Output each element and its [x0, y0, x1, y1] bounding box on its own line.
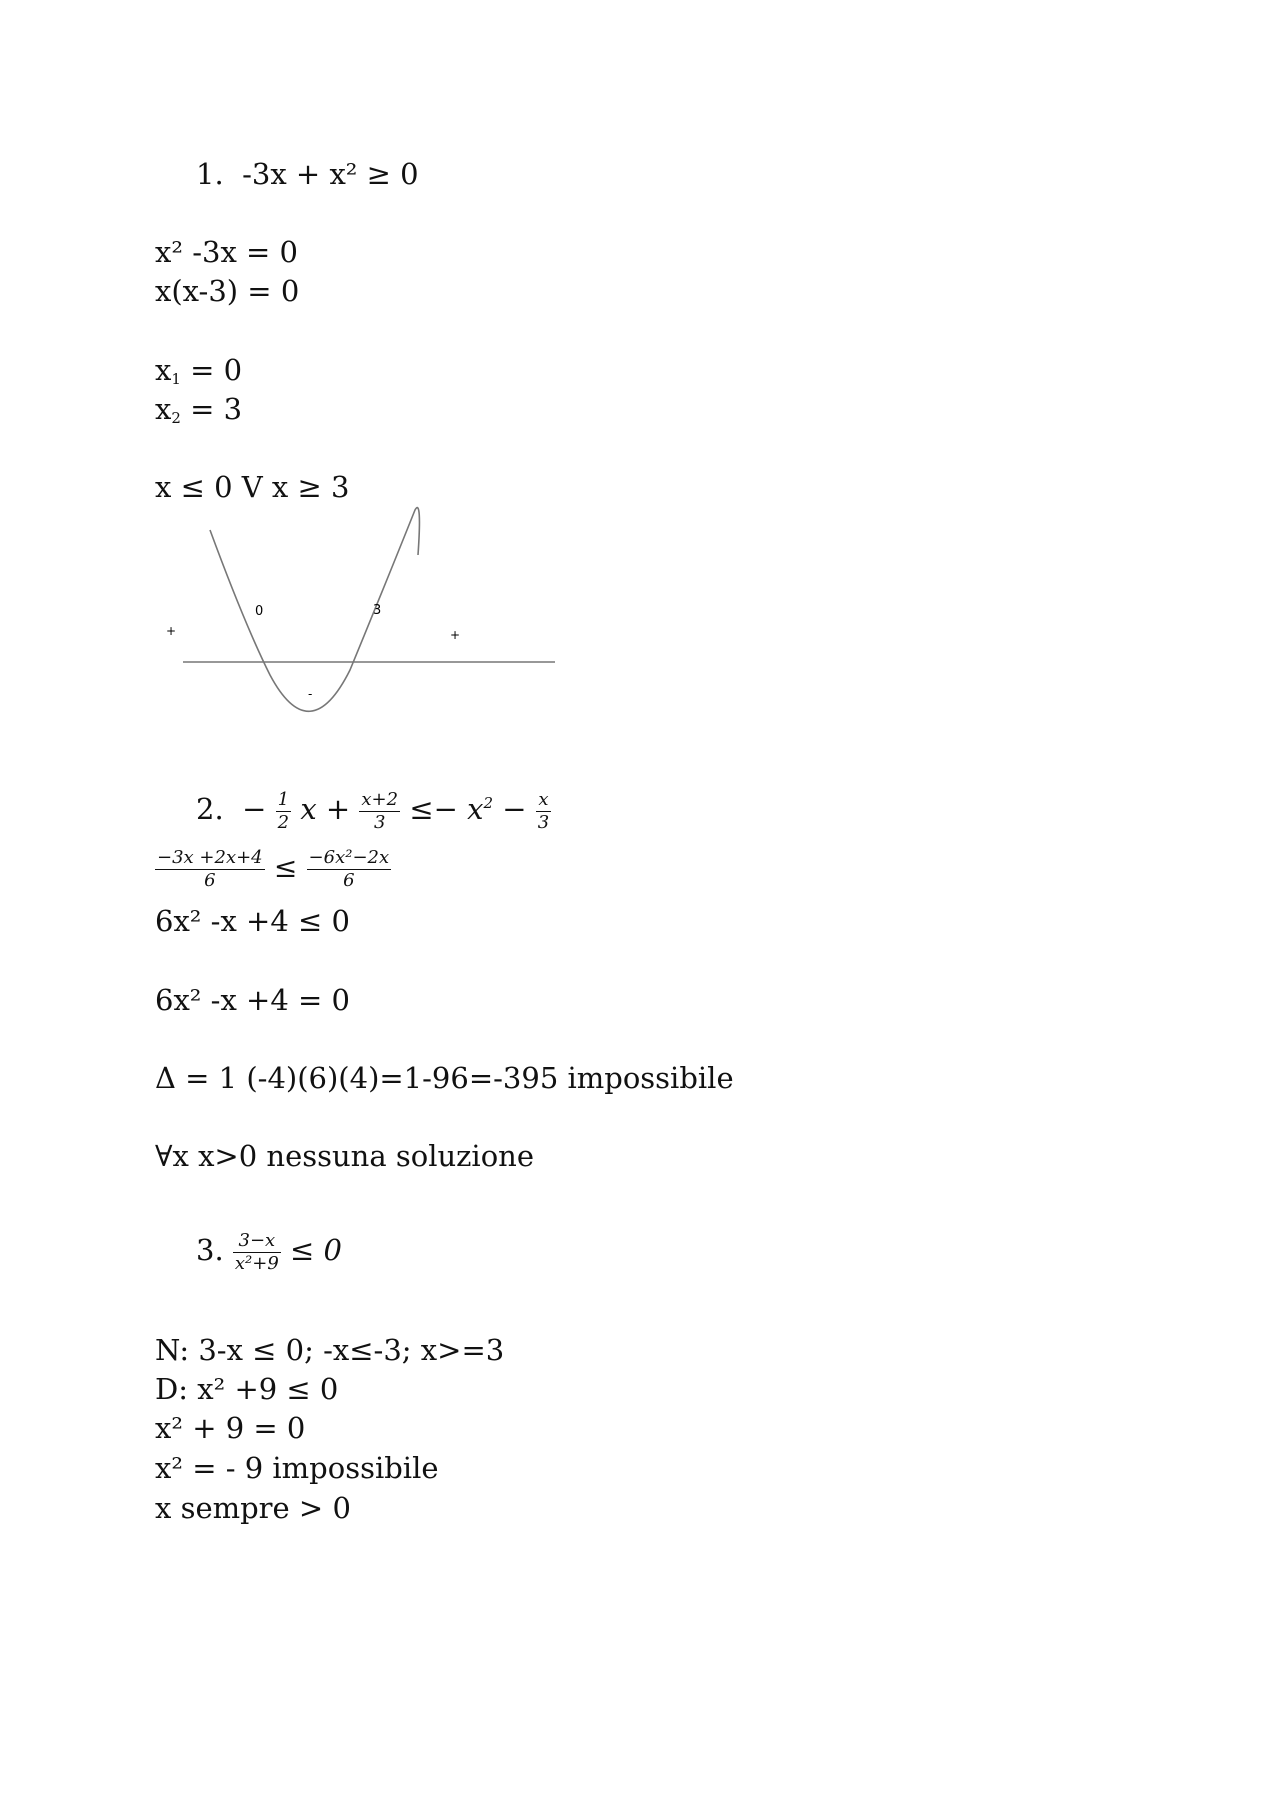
problem-2-step-1: $\frac{-3x +2x+4}{6}$ ≤ $\frac{\text{−6x²−2x}}{6}$	[157, 846, 390, 891]
graph-label-three: 3	[373, 603, 382, 618]
problem-2-heading: 2. − $\frac{1}{2}$ x + $\frac{x+2}{3}$ ≤− $x^2$ − $\frac{x}{3}$	[196, 788, 550, 833]
frac-num: 3−x	[233, 1230, 281, 1253]
problem-3-always: x sempre > 0	[155, 1491, 351, 1525]
root-2-var: x	[155, 392, 172, 426]
fraction-left	[155, 847, 265, 892]
root-2-subscript: 2	[171, 409, 181, 427]
frac-den: 3	[537, 811, 550, 833]
fraction-3-minus-x-over-x2-plus-9	[233, 1230, 281, 1275]
frac-num: x	[536, 789, 551, 812]
root-2-value: = 3	[180, 392, 243, 426]
graph-label-zero: 0	[255, 604, 264, 619]
root-1-var: x	[155, 353, 172, 387]
frac-num: −6x²−2x	[308, 846, 390, 868]
frac-den: 6	[204, 869, 216, 891]
problem-3-equation: x² + 9 = 0	[155, 1411, 306, 1445]
parabola-curve	[210, 508, 419, 712]
root-1-subscript: 1	[171, 370, 181, 388]
problem-2-conclusion: ∀x x>0 nessuna soluzione	[155, 1139, 535, 1173]
problem-2-inequality: 6x² -x +4 ≤ 0	[155, 904, 350, 938]
frac-num: x+2	[361, 788, 399, 810]
graph-plus-right: +	[450, 628, 461, 642]
root-1-value: = 0	[180, 353, 243, 387]
problem-3-heading	[196, 1222, 342, 1278]
problem-2-equation: 6x² -x +4 = 0	[155, 983, 350, 1017]
frac-den: 6	[343, 869, 355, 891]
problem-3-numerator-line: N: 3-x ≤ 0; -x≤-3; x>=3	[155, 1333, 505, 1367]
fraction-x-over-3	[536, 789, 551, 834]
frac-num: −3x +2x+4	[157, 846, 263, 868]
frac-den: x²+9	[234, 1252, 279, 1274]
problem-2-delta: Δ = 1 (-4)(6)(4)=1-96=-395 impossibile	[155, 1061, 734, 1095]
problem-2-number: 2.	[196, 792, 224, 826]
fraction-x-plus-2-over-3	[359, 789, 400, 834]
problem-1-factored: x(x-3) = 0	[155, 274, 300, 308]
problem-3-denominator-line: D: x² +9 ≤ 0	[155, 1372, 339, 1406]
problem-3-number: 3.	[196, 1233, 224, 1267]
graph-minus: -	[308, 687, 313, 701]
graph-plus-left: +	[166, 624, 177, 638]
fraction-right	[307, 847, 392, 892]
frac-den: 3	[374, 811, 386, 833]
parabola-sign-graph	[150, 505, 570, 735]
problem-1-solution: x ≤ 0 V x ≥ 3	[155, 470, 350, 504]
problem-1-statement: -3x + x² ≥ 0	[242, 157, 419, 191]
problem-1-number: 1.	[196, 157, 224, 191]
problem-3-relation: ≤ 0	[290, 1233, 342, 1267]
problem-1-equation: x² -3x = 0	[155, 235, 298, 269]
problem-1-root-2	[155, 391, 242, 427]
frac-num: 1	[277, 788, 290, 810]
frac-den: 2	[277, 811, 290, 833]
problem-1-heading	[196, 156, 419, 192]
problem-1-root-1	[155, 352, 242, 388]
problem-3-impossible: x² = - 9 impossibile	[155, 1451, 439, 1485]
fraction-one-half	[276, 789, 291, 834]
